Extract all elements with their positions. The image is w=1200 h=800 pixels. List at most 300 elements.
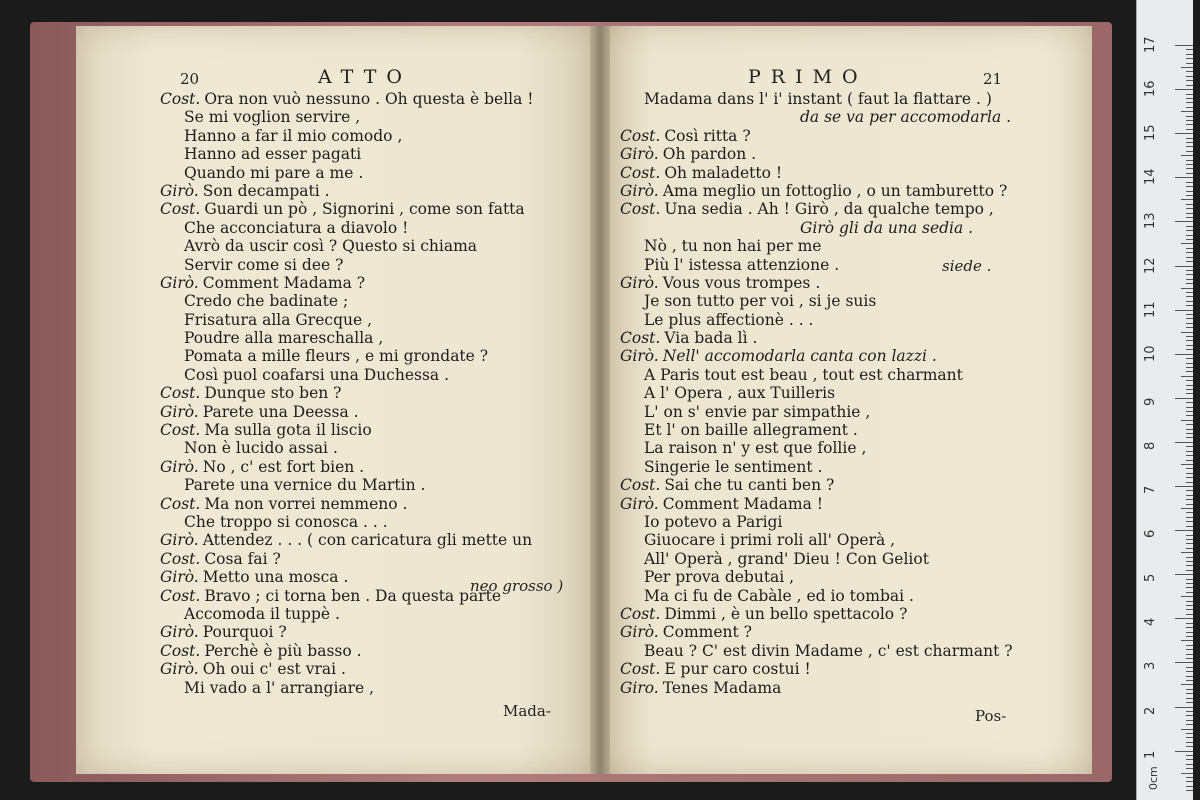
ruler-minor-tick	[1186, 702, 1193, 703]
ruler-minor-tick	[1186, 561, 1193, 562]
ruler-number: 3	[1143, 662, 1158, 671]
ruler-minor-tick	[1186, 358, 1193, 359]
dialogue-text: Oh pardon .	[662, 145, 757, 164]
text-line	[620, 164, 1080, 182]
dialogue-text: All' Operà , grand' Dieu ! Con Geliot	[644, 549, 929, 568]
dialogue-text: Accomoda il tuppè .	[184, 604, 340, 623]
text-line	[620, 145, 1080, 163]
text-line	[620, 311, 1080, 329]
ruler-minor-tick	[1186, 186, 1193, 187]
ruler-major-tick	[1175, 707, 1193, 708]
ruler-number: 7	[1143, 485, 1158, 494]
ruler-minor-tick	[1186, 270, 1193, 271]
ruler-minor-tick	[1186, 283, 1193, 284]
text-line	[620, 182, 1080, 200]
ruler-minor-tick	[1181, 552, 1193, 553]
ruler-minor-tick	[1181, 288, 1193, 289]
speaker-name: Cost.	[620, 163, 661, 182]
ruler-minor-tick	[1186, 429, 1193, 430]
ruler-number: 6	[1143, 529, 1158, 539]
ruler-minor-tick	[1186, 248, 1193, 249]
speaker-name: Girò.	[160, 660, 199, 679]
ruler-minor-tick	[1186, 495, 1193, 496]
dialogue-text: Più l' istessa attenzione .	[644, 255, 840, 274]
ruler-minor-tick	[1186, 415, 1193, 416]
text-line	[620, 274, 1080, 292]
dialogue-text: Credo che badinate ;	[184, 292, 349, 311]
ruler-minor-tick	[1186, 623, 1193, 624]
ruler-minor-tick	[1186, 490, 1193, 491]
text-line	[620, 127, 1080, 145]
text-line	[620, 550, 1080, 568]
ruler-minor-tick	[1186, 402, 1193, 403]
ruler-minor-tick	[1181, 67, 1193, 68]
ruler-number: 11	[1143, 301, 1158, 318]
ruler-minor-tick	[1186, 54, 1193, 55]
ruler-minor-tick	[1186, 252, 1193, 253]
dialogue-text: Dunque sto ben ?	[204, 384, 342, 403]
dialogue-text: A l' Opera , aux Tuilleris	[644, 384, 836, 403]
text-line	[160, 274, 590, 292]
ruler-minor-tick	[1186, 654, 1193, 655]
ruler-minor-tick	[1186, 468, 1193, 469]
ruler-minor-tick	[1186, 790, 1193, 791]
text-line	[160, 256, 590, 274]
text-line	[620, 108, 1080, 126]
dialogue-text: Che troppo si conosca . . .	[184, 512, 388, 531]
text-line	[160, 311, 590, 329]
ruler-minor-tick	[1186, 94, 1193, 95]
ruler-minor-tick	[1186, 759, 1193, 760]
dialogue-text: Beau ? C' est divin Madame , c' est charmant ?	[644, 641, 1013, 660]
ruler-minor-tick	[1186, 160, 1193, 161]
ruler-minor-tick	[1186, 80, 1193, 81]
text-line	[620, 200, 1080, 218]
right-running-head: PRIMO	[748, 66, 868, 88]
text-line	[160, 642, 590, 660]
dialogue-text: Et l' on baille allegrament .	[644, 421, 858, 440]
ruler-number: 5	[1143, 573, 1158, 583]
ruler-minor-tick	[1186, 239, 1193, 240]
speaker-name: Girò.	[160, 181, 199, 200]
dialogue-text: Non è lucido assai .	[184, 439, 338, 458]
ruler-minor-tick	[1186, 477, 1193, 478]
ruler-major-tick	[1175, 574, 1193, 575]
dialogue-text: Comment Madama ?	[202, 273, 366, 292]
dialogue-text: Che acconciatura a diavolo !	[184, 218, 409, 237]
speaker-name: Cost.	[160, 549, 201, 568]
ruler-minor-tick	[1186, 411, 1193, 412]
stage-note-continuation: neo grosso )	[470, 577, 564, 595]
ruler-major-tick	[1175, 310, 1193, 311]
speaker-name: Cost.	[620, 476, 661, 495]
ruler-minor-tick	[1186, 455, 1193, 456]
ruler-minor-tick	[1181, 420, 1193, 421]
ruler-minor-tick	[1186, 539, 1193, 540]
text-line	[620, 292, 1080, 310]
ruler-minor-tick	[1186, 257, 1193, 258]
ruler-minor-tick	[1186, 658, 1193, 659]
ruler-minor-tick	[1181, 332, 1193, 333]
ruler-major-tick	[1175, 486, 1193, 487]
dialogue-text: Mi vado a l' arrangiare ,	[184, 678, 375, 697]
ruler-minor-tick	[1186, 592, 1193, 593]
ruler-minor-tick	[1181, 640, 1193, 641]
ruler-minor-tick	[1186, 124, 1193, 125]
ruler-minor-tick	[1186, 627, 1193, 628]
ruler-minor-tick	[1186, 98, 1193, 99]
ruler-minor-tick	[1186, 768, 1193, 769]
ruler-minor-tick	[1186, 698, 1193, 699]
ruler-minor-tick	[1186, 499, 1193, 500]
ruler-minor-tick	[1186, 667, 1193, 668]
speaker-name: Cost.	[160, 90, 201, 108]
ruler-minor-tick	[1186, 164, 1193, 165]
speaker-name: Cost.	[160, 641, 201, 660]
text-line	[620, 568, 1080, 586]
ruler-major-tick	[1175, 266, 1193, 267]
ruler-minor-tick	[1186, 318, 1193, 319]
text-line	[620, 660, 1080, 678]
dialogue-text: Madama dans l' i' instant ( faut la flattare . )	[644, 90, 992, 108]
ruler-minor-tick	[1186, 693, 1193, 694]
dialogue-text: Oh maladetto !	[664, 163, 783, 182]
ruler-minor-tick	[1186, 671, 1193, 672]
text-line	[160, 679, 590, 697]
dialogue-text: Frisatura alla Grecque ,	[184, 310, 373, 329]
dialogue-text: Servir come si dee ?	[184, 255, 344, 274]
speaker-name: Cost.	[620, 604, 661, 623]
dialogue-text: Bravo ; ci torna ben . Da questa parte	[204, 586, 502, 605]
ruler-minor-tick	[1186, 168, 1193, 169]
ruler-minor-tick	[1186, 715, 1193, 716]
ruler-major-tick	[1175, 530, 1193, 531]
ruler-major-tick	[1175, 618, 1193, 619]
ruler-minor-tick	[1186, 786, 1193, 787]
speaker-name: Girò.	[620, 181, 659, 200]
ruler-minor-tick	[1186, 226, 1193, 227]
left-running-head: ATTO	[318, 66, 412, 88]
dialogue-text: Le plus affectionè . . .	[644, 310, 814, 329]
text-line	[160, 200, 590, 218]
ruler-minor-tick	[1186, 737, 1193, 738]
ruler-minor-tick	[1186, 742, 1193, 743]
ruler-minor-tick	[1186, 565, 1193, 566]
text-line	[620, 476, 1080, 494]
ruler-major-tick	[1175, 398, 1193, 399]
ruler-number: 15	[1143, 124, 1158, 142]
ruler-minor-tick	[1186, 777, 1193, 778]
speaker-name: Girò.	[160, 531, 199, 550]
speaker-name: Cost.	[620, 329, 661, 348]
speaker-name: Cost.	[160, 494, 201, 513]
dialogue-text: L' on s' envie par simpathie ,	[644, 402, 871, 421]
ruler-major-tick	[1175, 89, 1193, 90]
ruler-minor-tick	[1186, 182, 1193, 183]
text-line	[160, 145, 590, 163]
ruler-minor-tick	[1186, 583, 1193, 584]
text-line	[160, 531, 590, 549]
dialogue-text: Nò , tu non hai per me	[644, 237, 822, 256]
dialogue-text: No , c' est fort bien .	[202, 457, 365, 476]
ruler-minor-tick	[1186, 279, 1193, 280]
ruler-minor-tick	[1186, 129, 1193, 130]
text-line	[620, 439, 1080, 457]
ruler-minor-tick	[1186, 570, 1193, 571]
ruler-major-tick	[1175, 133, 1193, 134]
dialogue-text: Ama meglio un fottoglio , o un tamburetto ?	[662, 181, 1008, 200]
dialogue-text: Guardi un pò , Signorini , come son fatta	[204, 200, 525, 219]
dialogue-text: Comment ?	[662, 623, 752, 642]
text-line	[620, 679, 1080, 697]
ruler-minor-tick	[1186, 781, 1193, 782]
ruler-major-tick	[1175, 45, 1193, 46]
ruler-minor-tick	[1186, 314, 1193, 315]
speaker-name: Girò.	[620, 623, 659, 642]
ruler-minor-tick	[1186, 393, 1193, 394]
speaker-name: Girò.	[160, 402, 199, 421]
speaker-name: Girò.	[620, 494, 659, 513]
ruler-minor-tick	[1186, 609, 1193, 610]
text-line	[620, 366, 1080, 384]
dialogue-text: Via bada lì .	[664, 329, 758, 348]
text-line	[160, 366, 590, 384]
text-line	[160, 550, 590, 568]
dialogue-text: Pourquoi ?	[202, 623, 287, 642]
ruler-minor-tick	[1186, 191, 1193, 192]
text-line	[160, 513, 590, 531]
ruler-minor-tick	[1186, 49, 1193, 50]
speaker-name: Girò.	[160, 273, 199, 292]
ruler-minor-tick	[1186, 645, 1193, 646]
ruler-minor-tick	[1186, 217, 1193, 218]
ruler-minor-tick	[1186, 535, 1193, 536]
ruler-number: 4	[1143, 618, 1158, 627]
text-line	[620, 531, 1080, 549]
text-line	[160, 108, 590, 126]
ruler-minor-tick	[1186, 146, 1193, 147]
ruler-minor-tick	[1186, 460, 1193, 461]
right-text-block	[620, 90, 1080, 697]
dialogue-text: Dimmi , è un bello spettacolo ?	[664, 604, 908, 623]
ruler-minor-tick	[1186, 261, 1193, 262]
text-line	[620, 329, 1080, 347]
text-line	[160, 219, 590, 237]
ruler-minor-tick	[1186, 58, 1193, 59]
ruler-minor-tick	[1186, 336, 1193, 337]
text-line	[160, 458, 590, 476]
ruler-number: 10	[1143, 345, 1158, 362]
ruler-number: 16	[1143, 80, 1158, 98]
ruler-minor-tick	[1186, 349, 1193, 350]
ruler-minor-tick	[1186, 724, 1193, 725]
ruler-minor-tick	[1186, 746, 1193, 747]
dialogue-text: Giuocare i primi roli all' Operà ,	[644, 531, 896, 550]
left-text-block	[160, 90, 590, 697]
ruler-minor-tick	[1186, 424, 1193, 425]
ruler-minor-tick	[1186, 327, 1193, 328]
speaker-name: Girò.	[160, 568, 199, 587]
text-line	[620, 403, 1080, 421]
dialogue-text: Hanno ad esser pagati	[184, 145, 362, 164]
text-line	[160, 605, 590, 623]
ruler-minor-tick	[1181, 773, 1193, 774]
dialogue-text: Hanno a far il mio comodo ,	[184, 126, 403, 145]
text-line	[620, 256, 1080, 274]
speaker-name: Girò.	[620, 347, 659, 366]
stage-direction: Nell' accomodarla canta con lazzi .	[662, 347, 937, 366]
speaker-name: Giro.	[620, 678, 659, 697]
speaker-name: Cost.	[160, 200, 201, 219]
speaker-name: Girò.	[160, 457, 199, 476]
ruler-minor-tick	[1186, 676, 1193, 677]
dialogue-text: Se mi voglion servire ,	[184, 108, 361, 127]
ruler-minor-tick	[1186, 407, 1193, 408]
dialogue-text: Avrò da uscir così ? Questo si chiama	[184, 237, 478, 256]
ruler-minor-tick	[1186, 636, 1193, 637]
ruler-minor-tick	[1186, 733, 1193, 734]
ruler-minor-tick	[1186, 526, 1193, 527]
ruler-major-tick	[1175, 662, 1193, 663]
ruler-minor-tick	[1181, 155, 1193, 156]
ruler-minor-tick	[1186, 213, 1193, 214]
ruler-number: 8	[1143, 441, 1158, 450]
text-line	[620, 458, 1080, 476]
text-line	[620, 347, 1080, 365]
dialogue-text: Ma non vorrei nemmeno .	[204, 494, 408, 513]
dialogue-text: A Paris tout est beau , tout est charmant	[644, 365, 963, 384]
ruler-minor-tick	[1186, 482, 1193, 483]
ruler-minor-tick	[1186, 274, 1193, 275]
speaker-name: Cost.	[620, 660, 661, 679]
ruler-minor-tick	[1181, 684, 1193, 685]
ruler-minor-tick	[1186, 601, 1193, 602]
text-line	[620, 495, 1080, 513]
dialogue-text: Ma sulla gota il liscio	[204, 421, 372, 440]
ruler-number: 14	[1143, 168, 1158, 186]
dialogue-text: Quando mi pare a me .	[184, 163, 364, 182]
ruler-minor-tick	[1186, 340, 1193, 341]
ruler-minor-tick	[1186, 521, 1193, 522]
dialogue-text: E pur caro costui !	[664, 660, 811, 679]
ruler-minor-tick	[1186, 680, 1193, 681]
text-line	[160, 90, 590, 108]
speaker-name: Cost.	[620, 126, 661, 145]
text-line	[160, 292, 590, 310]
ruler-minor-tick	[1186, 363, 1193, 364]
ruler-minor-tick	[1186, 230, 1193, 231]
ruler-number: 2	[1143, 706, 1158, 715]
dialogue-text: Vous vous trompes .	[662, 273, 821, 292]
dialogue-text: Attendez . . . ( con caricatura gli mette un	[202, 531, 533, 550]
text-line	[160, 182, 590, 200]
ruler-minor-tick	[1186, 301, 1193, 302]
stage-direction: da se va per accomodarla .	[800, 108, 1012, 127]
text-line	[160, 660, 590, 678]
speaker-name: Girò.	[160, 623, 199, 642]
text-line	[160, 403, 590, 421]
ruler-major-tick	[1175, 221, 1193, 222]
ruler-minor-tick	[1186, 208, 1193, 209]
ruler-minor-tick	[1186, 587, 1193, 588]
measuring-ruler	[1136, 0, 1193, 800]
ruler-minor-tick	[1186, 689, 1193, 690]
dialogue-text: Poudre alla mareschalla ,	[184, 329, 384, 348]
ruler-minor-tick	[1186, 433, 1193, 434]
speaker-name: Girò.	[620, 273, 659, 292]
dialogue-text: Per prova debutai ,	[644, 568, 795, 587]
ruler-minor-tick	[1186, 102, 1193, 103]
ruler-minor-tick	[1186, 557, 1193, 558]
ruler-number: 12	[1143, 256, 1158, 274]
ruler-minor-tick	[1181, 376, 1193, 377]
left-page-number: 20	[180, 70, 200, 88]
speaker-name: Cost.	[160, 586, 201, 605]
speaker-name: Cost.	[160, 384, 201, 403]
ruler-minor-tick	[1186, 367, 1193, 368]
ruler-minor-tick	[1186, 71, 1193, 72]
left-catchword: Mada-	[503, 702, 551, 720]
ruler-minor-tick	[1186, 107, 1193, 108]
dialogue-text: Ma ci fu de Cabàle , ed io tombai .	[644, 586, 914, 605]
dialogue-text: Son decampati .	[202, 181, 330, 200]
ruler-minor-tick	[1186, 451, 1193, 452]
text-line	[160, 421, 590, 439]
dialogue-text: Così ritta ?	[664, 126, 751, 145]
text-line	[160, 237, 590, 255]
ruler-minor-tick	[1186, 389, 1193, 390]
ruler-minor-tick	[1181, 243, 1193, 244]
ruler-minor-tick	[1186, 305, 1193, 306]
ruler-minor-tick	[1186, 138, 1193, 139]
ruler-minor-tick	[1181, 729, 1193, 730]
dialogue-text: Parete una Deessa .	[202, 402, 359, 421]
ruler-number: 13	[1143, 212, 1158, 230]
text-line	[160, 329, 590, 347]
ruler-number: 9	[1143, 397, 1158, 406]
ruler-minor-tick	[1186, 614, 1193, 615]
ruler-minor-tick	[1186, 504, 1193, 505]
ruler-minor-tick	[1186, 711, 1193, 712]
dialogue-text: Una sedia . Ah ! Girò , da qualche tempo ,	[664, 200, 994, 219]
ruler-minor-tick	[1186, 605, 1193, 606]
ruler-minor-tick	[1186, 720, 1193, 721]
ruler-minor-tick	[1186, 649, 1193, 650]
text-line	[160, 164, 590, 182]
ruler-minor-tick	[1186, 473, 1193, 474]
dialogue-text: Pomata a mille fleurs , e mi grondate ?	[184, 347, 489, 366]
ruler-minor-tick	[1186, 85, 1193, 86]
text-line	[620, 642, 1080, 660]
text-line	[620, 237, 1080, 255]
dialogue-text: Io potevo a Parigi	[644, 512, 783, 531]
ruler-minor-tick	[1181, 596, 1193, 597]
ruler-minor-tick	[1186, 632, 1193, 633]
dialogue-text: Oh oui c' est vrai .	[202, 660, 346, 679]
dialogue-text: Cosa fai ?	[204, 549, 281, 568]
text-line	[160, 439, 590, 457]
ruler-minor-tick	[1186, 204, 1193, 205]
ruler-minor-tick	[1186, 548, 1193, 549]
dialogue-text: Così puol coafarsi una Duchessa .	[184, 365, 450, 384]
text-line	[160, 127, 590, 145]
text-line	[620, 421, 1080, 439]
ruler-minor-tick	[1186, 63, 1193, 64]
ruler-minor-tick	[1186, 446, 1193, 447]
ruler-minor-tick	[1186, 76, 1193, 77]
dialogue-text: Perchè è più basso .	[204, 641, 362, 660]
text-line	[160, 384, 590, 402]
